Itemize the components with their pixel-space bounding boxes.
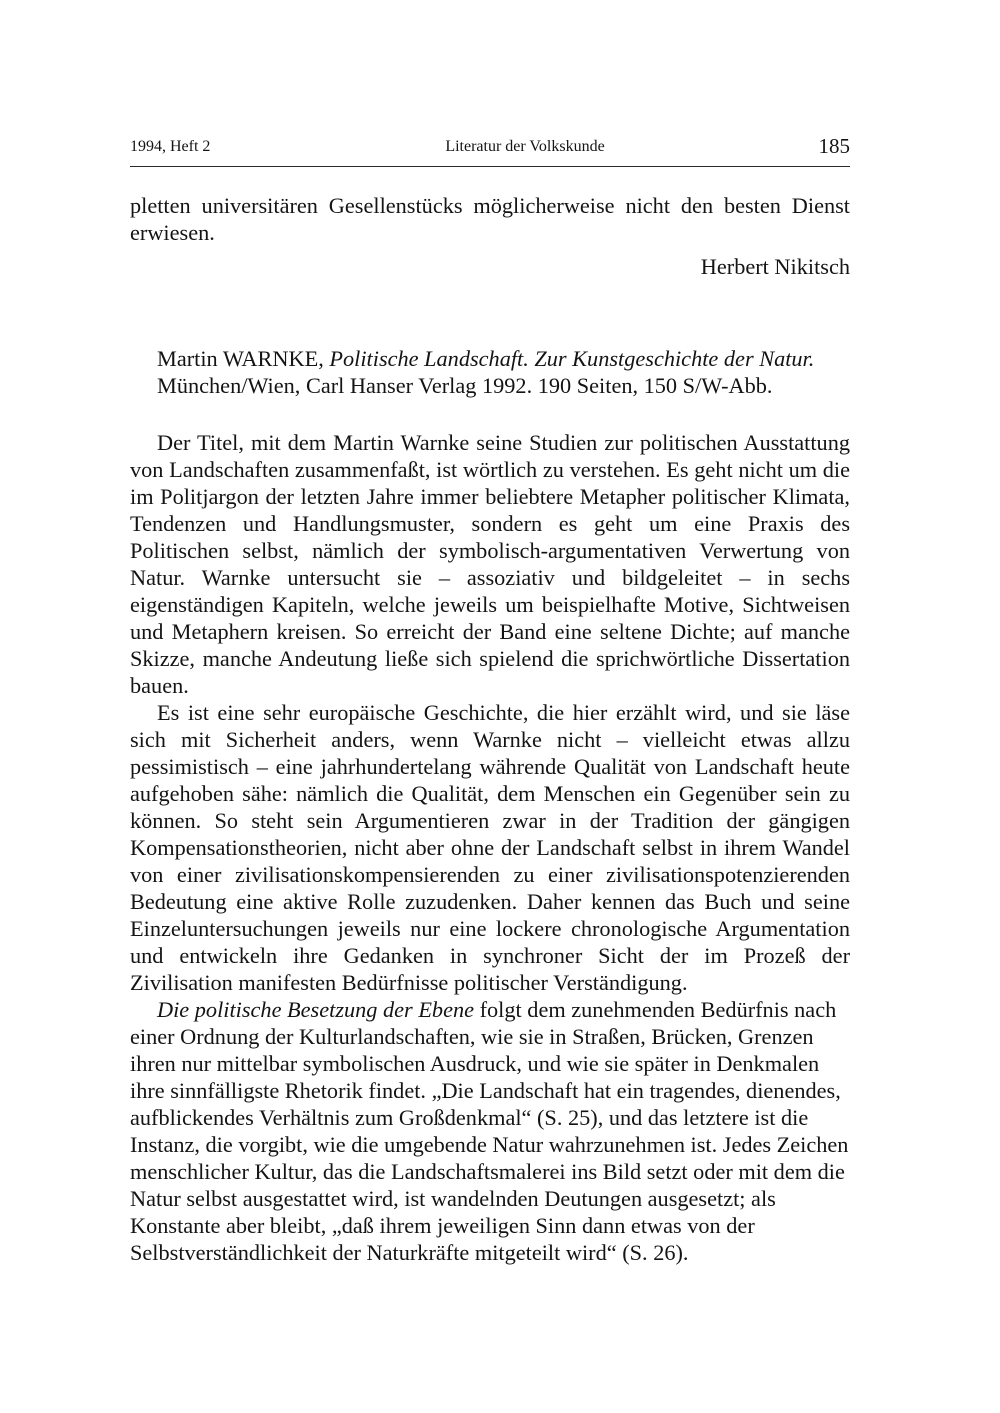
running-header: [130, 136, 850, 167]
issue-label: 1994, Heft 2: [130, 138, 211, 155]
review-paragraph-1: Der Titel, mit dem Martin Warnke seine Studien zur politischen Ausstattung von Landschaften zusammenfaßt, ist wörtlich zu verstehen. Es geht nicht um die im Politjargon der letzten Jahre immer beliebtere Metapher politischer Klimata, Tendenzen und Handlungsmuster, sondern es geht um eine Praxis des Politischen selbst, nämlich der symbolisch-argumentativen Verwertung von Natur. Warnke untersucht sie – assoziativ und bildgeleitet – in sechs eigenständigen Kapiteln, welche jeweils um beispielhafte Motive, Sichtweisen und Metaphern kreisen. So erreicht der Band eine seltene Dichte; auf manche Skizze, manche Andeutung ließe sich spielend die sprichwörtliche Dissertation bauen.: [130, 430, 850, 698]
review-paragraph-3-text: folgt dem zunehmenden Bedürfnis nach einer Ordnung der Kulturlandschaften, wie sie in Straßen, Brücken, Grenzen ihren nur mittelbar symbolischen Ausdruck, und wie sie später in Denkmalen ihre sinnfälligste Rhetorik findet. „Die Landschaft hat ein tragendes, dienendes, aufblickendes Verhältnis zum Großdenkmal“ (S. 25), und das letztere ist die Instanz, die vorgibt, wie die umgebende Natur wahrzunehmen ist. Jedes Zeichen menschlicher Kultur, das die Landschaftsmalerei ins Bild setzt oder mit dem die Natur selbst ausgestattet wird, ist wandelnden Deutungen ausgesetzt; als Konstante aber bleibt, „daß ihrem jeweiligen Sinn dann etwas von der Selbstverständlichkeit der Naturkräfte mitgeteilt wird“ (S. 26).: [130, 997, 849, 1265]
page-number: 185: [818, 134, 850, 158]
book-title-line: [157, 345, 857, 372]
book-title: Politische Landschaft. Zur Kunstgeschichte der Natur.: [329, 346, 815, 371]
previous-review-text: pletten universitären Gesellenstücks möglicherweise nicht den besten Dienst erwiesen.: [130, 193, 850, 245]
review-paragraph-2: Es ist eine sehr europäische Geschichte, die hier erzählt wird, und sie läse sich mit Sicherheit anders, wenn Warnke nicht – vielleicht etwas allzu pessimistisch – eine jahrhundertelang währende Qualität von Landschaft heute aufgehoben sähe: nämlich die Qualität, dem Menschen ein Gegenüber sein zu können. So steht sein Argumentieren zwar in der Tradition der gängigen Kompensationstheorien, nicht aber ohne der Landschaft selbst in ihrem Wandel von einer zivilisationskompensierenden zu einer zivilisationspotenzierenden Bedeutung eine aktive Rolle zuzudenken. Daher kennen das Buch und seine Einzeluntersuchungen jeweils nur eine lockere chronologische Argumentation und entwickeln ihre Gedanken in synchroner Sicht der im Prozeß der Zivilisation manifesten Bedürfnisse politischer Verständigung.: [130, 700, 850, 995]
book-author: Martin WARNKE,: [157, 346, 324, 371]
review-body: [130, 429, 850, 1266]
book-publication: München/Wien, Carl Hanser Verlag 1992. 190 Seiten, 150 S/W-Abb.: [157, 373, 773, 398]
previous-review-ending: [130, 192, 850, 280]
journal-title: Literatur der Volkskunde: [445, 138, 605, 155]
review-paragraph-3: [130, 996, 850, 1266]
chapter-title: Die politische Besetzung der Ebene: [157, 997, 475, 1022]
reviewer-signature: Herbert Nikitsch: [700, 254, 850, 279]
book-citation: [157, 345, 857, 399]
